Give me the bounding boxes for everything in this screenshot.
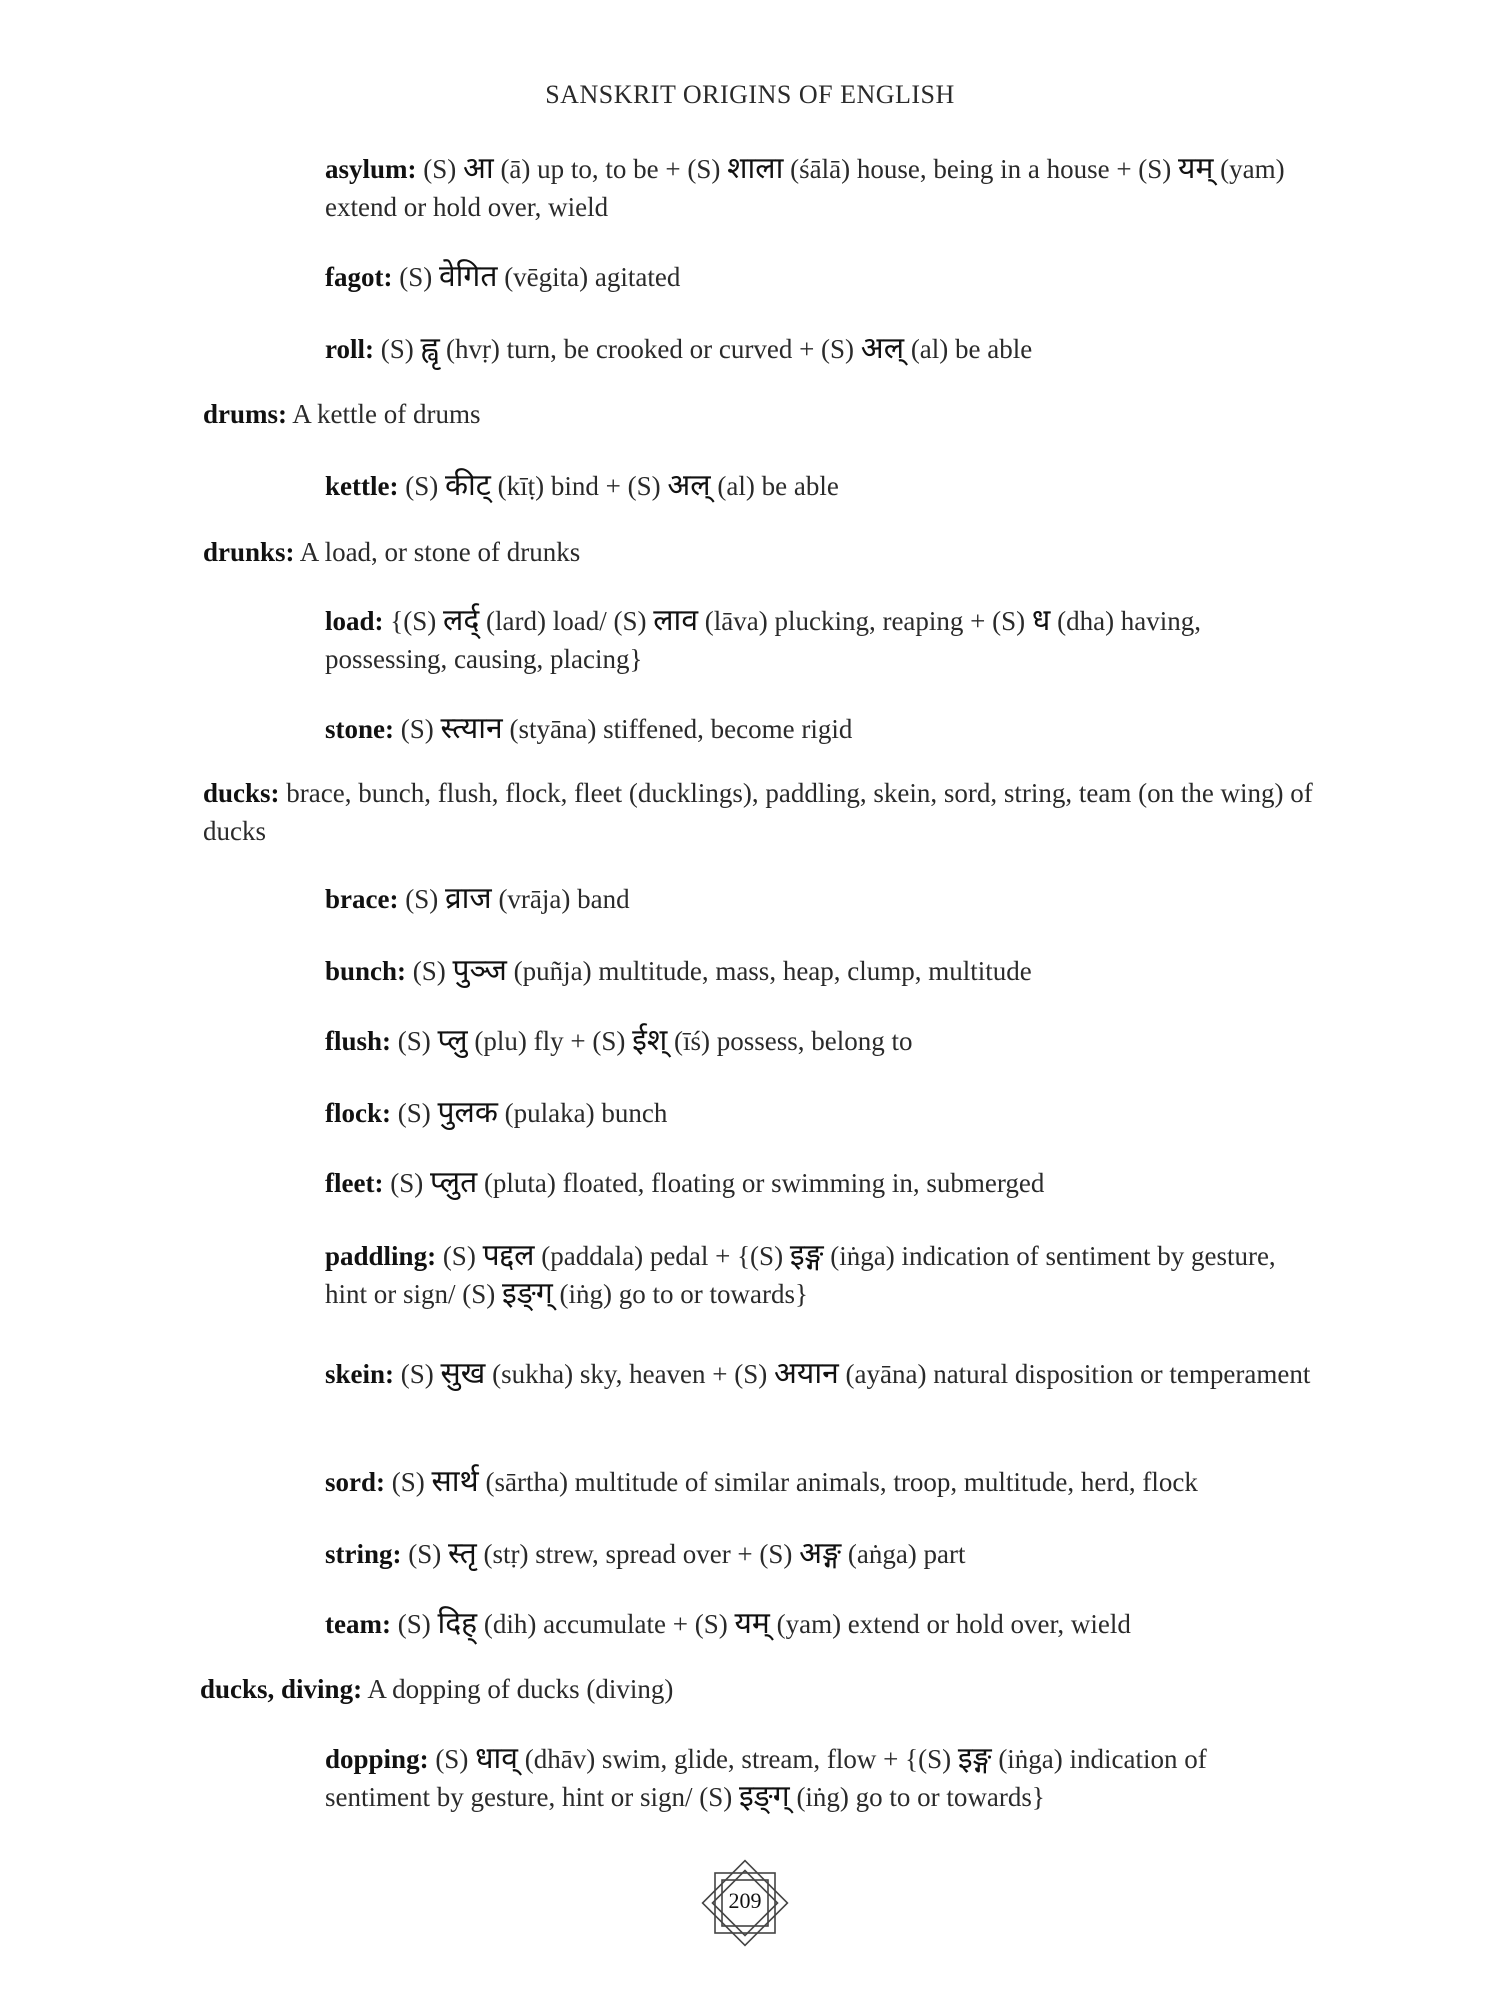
entry-text: (S) <box>374 334 421 364</box>
entry-drunks <box>203 533 580 571</box>
entry-term: paddling: <box>325 1241 437 1271</box>
entry-flush <box>325 1022 913 1060</box>
entry-text: (yam) extend or hold over, wield <box>769 1609 1131 1639</box>
devanagari-word: दिह् <box>437 1606 478 1641</box>
entry-text: {(S) <box>383 606 443 636</box>
entry-text: (S) <box>394 714 441 744</box>
entry-load <box>325 602 1315 678</box>
entry-term: flush: <box>325 1026 392 1056</box>
entry-skein <box>325 1355 1315 1393</box>
entry-text: (īś) possess, belong to <box>667 1026 913 1056</box>
devanagari-word: पुञ्ज <box>452 953 507 988</box>
devanagari-word: कीट् <box>444 468 491 503</box>
entry-bunch <box>325 952 1032 990</box>
entry-term: sord: <box>325 1467 385 1497</box>
entry-stone <box>325 710 852 748</box>
entry-ducks-diving <box>200 1670 673 1708</box>
devanagari-word: अल् <box>667 468 711 503</box>
entry-text: (iṅg) go to or towards} <box>552 1279 808 1309</box>
entry-text: (plu) fly + (S) <box>467 1026 633 1056</box>
entry-term: brace: <box>325 884 399 914</box>
devanagari-word: व्राज <box>444 881 492 916</box>
entry-text: (ā) up to, to be + (S) <box>493 154 728 184</box>
devanagari-word: धाव् <box>475 1741 518 1776</box>
devanagari-word: आ <box>463 151 494 186</box>
entry-sord <box>325 1463 1198 1501</box>
entry-team <box>325 1605 1131 1643</box>
entry-text: (S) <box>428 1744 476 1774</box>
entry-text: (sukha) sky, heaven + (S) <box>485 1359 775 1389</box>
devanagari-word: पद्दल <box>482 1238 535 1273</box>
entry-text: (yam) extend or hold over, wield <box>325 154 1285 222</box>
entry-text: (S) <box>385 1467 432 1497</box>
devanagari-word: प्लुत <box>429 1165 478 1200</box>
entry-text: (S) <box>391 1026 438 1056</box>
entry-text: (S) <box>416 154 464 184</box>
devanagari-word: प्लु <box>437 1023 468 1058</box>
entry-text: (dih) accumulate + (S) <box>477 1609 735 1639</box>
entry-flock <box>325 1094 667 1132</box>
entry-drums <box>203 395 481 433</box>
entry-text: (S) <box>406 956 453 986</box>
entry-text: (S) <box>398 471 445 501</box>
entry-term: roll: <box>325 334 374 364</box>
entry-term: fleet: <box>325 1168 384 1198</box>
entry-text: (sārtha) multitude of similar animals, troop, multitude, herd, flock <box>478 1467 1198 1497</box>
running-header: SANSKRIT ORIGINS OF ENGLISH <box>545 80 955 109</box>
entry-term: asylum: <box>325 154 417 184</box>
entry-text: (S) <box>390 1098 438 1128</box>
entry-kettle <box>325 467 839 505</box>
entry-text: (S) <box>401 1539 448 1569</box>
entry-asylum <box>325 150 1315 226</box>
entry-text: (S) <box>392 262 439 292</box>
entry-brace <box>325 880 630 918</box>
entry-text: (kīṭ) bind + (S) <box>490 471 668 501</box>
entry-text: (paddala) pedal + {(S) <box>534 1241 790 1271</box>
entry-dopping <box>325 1740 1315 1816</box>
entry-term: load: <box>325 606 384 636</box>
entry-text: A load, or stone of drunks <box>294 537 581 567</box>
devanagari-word: सार्थ <box>431 1464 479 1499</box>
entry-text: brace, bunch, flush, flock, fleet (ducklings), paddling, skein, sord, string, team (on the wing) of ducks <box>203 778 1313 846</box>
devanagari-word: यम् <box>734 1606 770 1641</box>
devanagari-word: इङ्ग् <box>738 1779 790 1814</box>
entry-text: (hvṛ) turn, be crooked or curved + (S) <box>439 334 861 364</box>
entry-term: kettle: <box>325 471 399 501</box>
entry-text: (S) <box>390 1609 438 1639</box>
devanagari-word: इङ्ग <box>957 1741 992 1776</box>
devanagari-word: लर्द् <box>442 603 480 638</box>
entry-text: (ayāna) natural disposition or temperament <box>838 1359 1311 1389</box>
entry-term: drums: <box>203 399 288 429</box>
devanagari-word: शाला <box>727 151 784 186</box>
entry-text: (iṅg) go to or towards} <box>789 1782 1045 1812</box>
devanagari-word: ईश् <box>632 1023 668 1058</box>
devanagari-word: ध <box>1031 603 1051 638</box>
entry-text: (pulaka) bunch <box>497 1098 668 1128</box>
entry-term: fagot: <box>325 262 393 292</box>
entry-text: (vēgita) agitated <box>497 262 681 292</box>
devanagari-word: इङ्ग् <box>502 1276 553 1311</box>
entry-text: (pluta) floated, floating or swimming in, submerged <box>477 1168 1045 1198</box>
page-number: 209 <box>728 1888 762 1913</box>
entry-roll <box>325 330 1032 368</box>
devanagari-word: वेगित <box>438 259 498 294</box>
devanagari-word: यम् <box>1178 151 1214 186</box>
devanagari-word: अल् <box>860 331 905 366</box>
entry-text: (śālā) house, being in a house + (S) <box>783 154 1179 184</box>
entry-text: (lāva) plucking, reaping + (S) <box>698 606 1032 636</box>
entry-term: ducks: <box>203 778 280 808</box>
entry-term: skein: <box>325 1359 395 1389</box>
entry-paddling <box>325 1237 1315 1313</box>
entry-text: A kettle of drums <box>287 399 481 429</box>
devanagari-word: स्त्यान <box>440 711 503 746</box>
entry-text: (lard) load/ (S) <box>479 606 654 636</box>
entry-term: dopping: <box>325 1744 429 1774</box>
devanagari-word: पुलक <box>437 1095 498 1130</box>
entry-text: (styāna) stiffened, become rigid <box>502 714 853 744</box>
entry-text: A dopping of ducks (diving) <box>362 1674 674 1704</box>
entry-term: bunch: <box>325 956 407 986</box>
entry-text: (stṛ) strew, spread over + (S) <box>476 1539 800 1569</box>
entry-text: (al) be able <box>710 471 839 501</box>
entry-term: string: <box>325 1539 402 1569</box>
entry-term: stone: <box>325 714 394 744</box>
devanagari-word: लाव <box>653 603 699 638</box>
entry-text: (S) <box>383 1168 430 1198</box>
entry-text: (dhāv) swim, glide, stream, flow + {(S) <box>517 1744 958 1774</box>
entry-fagot <box>325 258 680 296</box>
entry-text: (al) be able <box>904 334 1033 364</box>
devanagari-word: ह्वृ <box>420 331 440 366</box>
entry-text: (vrāja) band <box>491 884 630 914</box>
entry-fleet <box>325 1164 1044 1202</box>
entry-text: (iṅga) indication of sentiment by gesture, hint or sign/ (S) <box>325 1241 1276 1309</box>
devanagari-word: स्तृ <box>448 1536 477 1571</box>
entry-term: team: <box>325 1609 391 1639</box>
entry-text: (iṅga) indication of sentiment by gesture, hint or sign/ (S) <box>325 1744 1207 1812</box>
entry-term: drunks: <box>203 537 295 567</box>
devanagari-word: अयान <box>774 1356 839 1391</box>
entry-text: (S) <box>398 884 445 914</box>
entry-string <box>325 1535 966 1573</box>
devanagari-word: सुख <box>440 1356 486 1391</box>
entry-text: (S) <box>436 1241 483 1271</box>
devanagari-word: इङ्ग <box>789 1238 824 1273</box>
entry-text: (aṅga) part <box>841 1539 966 1569</box>
entry-term: ducks, diving: <box>200 1674 363 1704</box>
entry-text: (puñja) multitude, mass, heap, clump, multitude <box>506 956 1032 986</box>
entry-text: (S) <box>394 1359 441 1389</box>
entry-term: flock: <box>325 1098 391 1128</box>
entry-text: (dha) having, possessing, causing, placing} <box>325 606 1202 674</box>
devanagari-word: अङ्ग <box>799 1536 842 1571</box>
entry-ducks <box>203 774 1313 850</box>
